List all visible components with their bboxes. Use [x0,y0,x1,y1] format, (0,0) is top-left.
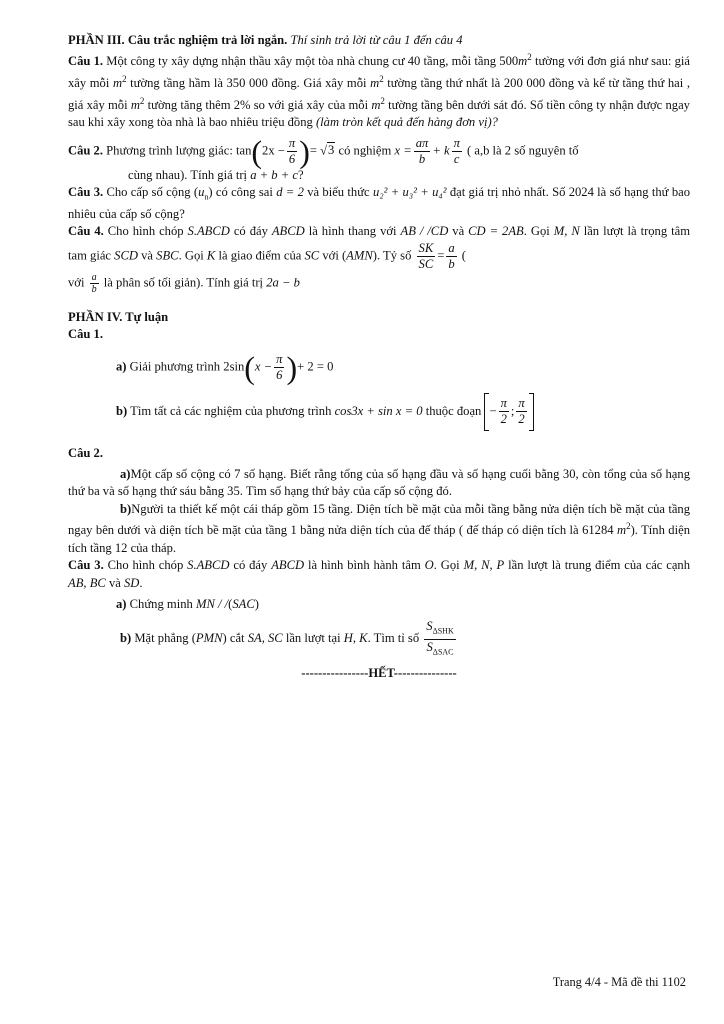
q4-sc2: SC [418,256,434,271]
q3-label: Câu 3. [68,185,104,199]
q2-text: có nghiệm [338,142,392,157]
c2-label: Câu 2. [68,445,103,460]
c2-a-text: Một cấp số cộng có 7 số hạng. Biết rằng tổng của số hạng đầu và số hạng cuối bằng 30, còn tổng của số hạng thứ ba và số hạng thứ sáu bằng 35. Tìm số hạng thứ bảy của cấp số cộng đó. [68,466,690,499]
q1-note: (làm tròn kết quả đến hàng đơn vị)? [315,115,498,130]
c3-o: O [424,558,434,573]
c3-b-label: b) [120,631,132,646]
q1-unit: m [518,54,528,69]
q2-text: Phương trình lượng giác: [106,142,233,157]
c3-text: Cho hình chóp [107,558,184,573]
c1-b-two: 2 [518,412,525,427]
c3-text: . Gọi [433,558,460,573]
c3-abcd: ABCD [271,558,305,573]
c2-b-text: ). Tính diện tích tầng [68,523,690,555]
c3-a: a) Chứng minh MN / /(SAC) [116,596,259,611]
c2-b-floors: 15 [312,501,325,516]
c1-a-label: a) [116,358,127,373]
q2-plusk: + k [432,142,450,157]
end-marker [68,665,690,682]
q4-par: AB / /CD [400,224,449,239]
c1-b-minus: − [489,403,497,418]
c3-text: lần lượt là trung điểm của các cạnh [508,558,691,573]
q3-text: Cho cấp số cộng [106,185,191,199]
q1-text: tường tầng bên dưới sát đó. Số tiền công ty nhận được ngay sau khi xây xong tòa nhà là bao nhiêu triệu đồng [68,97,690,130]
q4-text: với [322,248,339,263]
c3-sd: SD [123,575,140,590]
q2-pi: π [453,135,460,150]
c2-a [68,466,690,501]
part3-heading-line [68,32,690,49]
q4-text: lần lượt là trọng tâm tam giác [68,224,690,263]
question-3: Câu 3. Cho cấp số cộng $(u_n)$ có công sai d = 2 và biểu thức u₂² + u₃² + u₄² đạt giá trị nhỏ nhất. Số 2024 là số hạng thứ bao nhiêu của cấp số cộng? [68,185,690,221]
q1-text: tường tăng thêm 2% so với giá xây của mỗi [147,97,369,112]
q4-sc: SC [304,248,320,263]
c2-b: b)Người ta thiết kế một cái tháp gồm 15 tầng. Diện tích bề mặt của mỗi tầng bằng nửa diện tích bề mặt của tầng ngay bên dưới và diện tích bề mặt của tầng 1 bằng nửa diện tích của đế tháp ( đế tháp có diện tích là 61284 $m^2$). Tính diện tích tầng 12 của tháp. [68,501,691,555]
q4-amn: AMN [346,248,373,263]
c3-b-sden: S [426,639,433,654]
c1-a: a) Giải phương trình 2sin(x − $\frac{\pi}{6}$ )+ 2 = 0 [116,349,334,386]
c3-text: có đáy [233,558,268,573]
q4-text: là hình thang với [308,224,397,239]
c3: Câu 3. Cho hình chóp S.ABCD có đáy ABCD là hình bình hành tâm O. Gọi M, N, P lần lượt là trung điểm của các cạnh AB, BC và SD. [68,558,691,590]
q4-open: ( [461,248,466,263]
q1-label: Câu 1. [68,54,104,69]
q4-sabcd: S.ABCD [187,224,230,239]
c1-b-expr: cos3x + sin x = 0 [334,403,423,418]
c1-b-pi: π [518,396,525,411]
c3-b-sasc: SA, SC [247,631,283,646]
q4-text: với [68,275,85,290]
q4-sk: SK [418,240,434,255]
c3-m: M [463,558,475,573]
question-4-cont [68,272,690,295]
q3-text: và biểu thức [307,185,370,199]
q4-sbc: SBC [156,248,179,263]
c1-a-expr: + 2 = 0 [297,358,334,373]
page-footer: Trang 4/4 - Mã đề thi 1102 [552,975,686,989]
c1-b-text: thuộc đoạn [425,403,482,418]
c3-b-snum-sub: ΔSHK [432,626,454,636]
c1-b-label: b) [116,403,128,418]
c2-b-text: Người ta thiết kế một cái tháp gồm [131,501,309,516]
q3-expr: u₂² + u₃² + u₄² [372,185,447,199]
q4-text: và [141,248,154,263]
c3-sabcd: S.ABCD [187,558,230,573]
c2-b-text: của tháp. [130,540,177,555]
q4-text: có đáy [233,224,268,239]
q3-un: u [198,185,205,199]
q1-text: tường với đơn giá như sau: giá xây mỗi [68,54,690,91]
c1-a-six: 6 [276,367,283,382]
c3-b-text: cắt [229,631,245,646]
c3-b-text: lần lượt tại [285,631,341,646]
question-1: Câu 1. Một công ty xây dựng nhận thầu xây một tòa nhà chung cư 40 tầng, mỗi tầng $500m^2$ tường với đơn giá như sau: giá xây mỗi $m^2$ tường tầng hầm là 350 000 đồng. Giá xây mỗi $m^2$ tường tầng thứ nhất là 200 000 đồng và kể từ tầng thứ hai , giá xây mỗi $m^2$ tường tăng thêm 2% so với giá xây của mỗi $m^2$ tường tầng bên dưới sát đó. Số tiền công ty nhận được ngay sau khi xây xong tòa nhà là bao nhiêu triệu đồng (làm tròn kết quả đến hàng đơn vị)? [68,52,690,130]
c1-b-two: 2 [500,412,507,427]
q1-text: tường tầng hầm là 350 000 đồng. Giá xây mỗi [130,76,367,91]
c3-b-pmn: PMN [195,631,223,646]
c3-a-mn: MN / / [195,596,229,611]
q4-text: Cho hình chóp [107,224,184,239]
q1-area: 500 [499,54,519,69]
c1-b [68,393,690,431]
q4-a: a [91,271,97,283]
c1-b-text: Tìm tất cả các nghiệm của phương trình [130,403,332,418]
q4-b: b [91,283,97,295]
question-2: Câu 2. Phương trình lượng giác: tan(2x − $\frac{\pi}{6}$ )= √3 có nghiệm x = $\frac{a\pi}{b}$ + k $\frac{\pi}{c}$ ( a,b là 2 số nguyên tố [68,133,579,170]
q4-abcd: ABCD [271,224,305,239]
q2-sqrt3: 3 [328,142,335,157]
c3-text: là hình bình hành tâm [307,558,421,573]
c2-b-floor12: 12 [114,540,128,555]
q3-text: đạt giá trị nhỏ nhất. Số 2024 là số hạng thứ bao nhiêu của cấp số cộng? [68,185,690,221]
question-2-cont [68,167,690,184]
c3-a-text: Chứng minh [129,596,193,611]
c3-bc: BC [89,575,106,590]
q4-mn: M, N [553,224,580,239]
q2-b: b [418,151,426,166]
q4-a: a [448,240,455,255]
c3-ab: AB [68,575,84,590]
q4-text: là phân số tối giản). Tính giá trị [103,275,264,290]
c2-b-unit: m [616,523,627,538]
c3-b-text: Mặt phẳng [134,631,189,646]
c1-label: Câu 1. [68,327,103,342]
q2-expr: a + b + c [250,167,298,182]
q2-text: cùng nhau). Tính giá trị [128,167,248,182]
c3-label: Câu 3. [68,558,104,573]
c2-b-text: tầng. Diện tích bề mặt của mỗi tầng bằng nửa diện tích bề mặt của tầng ngay bên dưới và diện tích bề mặt của tầng 1 bằng nửa diện tích của đế tháp ( đế tháp có diện tích là [68,501,691,538]
q4-k: K [206,248,216,263]
c3-b-sden-sub: ΔSAC [432,647,454,657]
c1-a-text: Giải phương trình [129,358,221,373]
q4-expr: 2a − b [266,275,300,290]
q4-text: . Tỷ số [376,248,412,263]
q4-text: và [452,224,465,239]
q3-n: n [204,192,209,202]
c3-b-hk: H, K [343,631,368,646]
q4-cd: CD = 2AB [468,224,524,239]
c2-b-label: b) [120,501,132,516]
q2-c: c [453,151,460,166]
q1-unit: m [130,97,140,112]
c3-b-snum: S [426,619,433,634]
q4-text: là giao điểm của [218,248,302,263]
c3-a-sac: SAC [232,596,255,611]
part3-heading: PHẦN III. Câu trắc nghiệm trả lời ngắn. [68,33,288,47]
c1-a-expr: 2sin [223,358,245,373]
q2-qm: ? [297,167,304,182]
part3-note: Thí sinh trả lời từ câu 1 đến câu 4 [290,33,463,47]
exam-page [68,32,690,683]
part4-heading: PHẦN IV. Tự luận [68,309,169,324]
q3-text: có công sai [215,185,273,199]
c2-b-area: 61284 [582,523,614,538]
q2-text: ( a,b là 2 số nguyên tố [467,142,579,157]
question-4: Câu 4. Cho hình chóp S.ABCD có đáy ABCD là hình thang với AB / /CD và CD = 2AB. Gọi M, N lần lượt là trọng tâm tam giác SCD và SBC. Gọi K là giao điểm của SC với (AMN). Tỷ số $\frac{SK}{SC}$ = $\frac{a}{b}$ ( [68,224,690,271]
q1-text: tường tầng thứ nhất là 200 000 đồng và kể từ tầng thứ hai , giá xây mỗi [68,76,690,112]
q2-arg: 2x − [262,142,285,157]
c1-a-x: x − [254,358,273,373]
c3-a-label: a) [116,596,127,611]
q2-pi: π [288,135,296,150]
q1-unit: m [370,76,380,91]
c1-a-pi: π [276,351,283,366]
q4-scd: SCD [114,248,138,263]
q2-label: Câu 2. [68,142,103,157]
q1-text: Một công ty xây dựng nhận thầu xây một tòa nhà chung cư 40 tầng, mỗi tầng [106,54,497,69]
q3-d: d = 2 [276,185,304,199]
q2-api: aπ [415,135,429,150]
c2-a-label: a) [120,466,131,481]
c1-b-sep: ; [510,403,515,418]
c3-b: b) Mặt phẳng (PMN) cắt SA, SC lần lượt tại H, K. Tìm tỉ số $\frac{S_{\Delta SHK}}{S_{\Delta SAC}}$ [68,619,690,659]
c3-and: và [108,575,121,590]
end-text: ----------------HẾT--------------- [301,666,457,681]
q4-label: Câu 4. [68,224,104,239]
c3-p: P [496,558,505,573]
q4-b: b [448,256,455,271]
q1-unit: m [371,97,381,112]
c3-b-text: . Tìm tỉ số [367,631,420,646]
c3-b-ratio [424,619,455,659]
q1-unit: m [112,76,123,91]
q4-text: . Gọi [178,248,204,263]
c3-n: N [481,558,490,573]
q2-six: 6 [288,151,296,166]
c1-b-pi: π [500,396,507,411]
q2-tan: tan [235,142,252,157]
q2-eq: = [309,142,317,157]
q2-xeq: x = [394,142,412,157]
q4-text: . Gọi [523,224,550,239]
